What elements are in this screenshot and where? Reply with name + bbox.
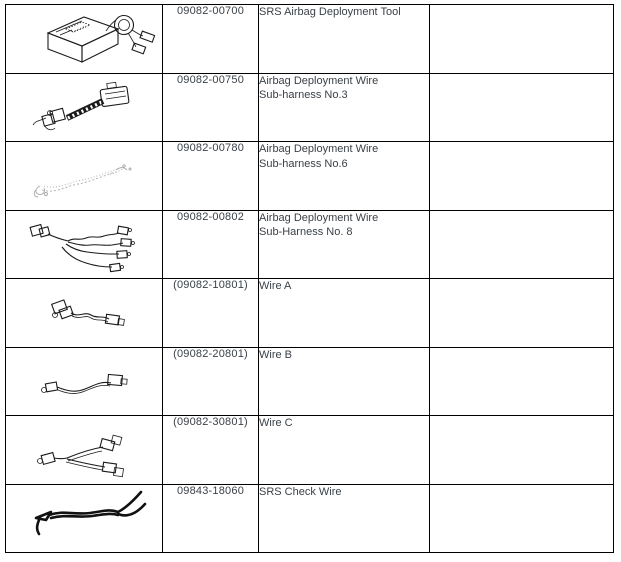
part-number: 09082-00780 — [163, 142, 259, 211]
table-row — [6, 416, 614, 485]
part-number: (09082-20801) — [163, 347, 259, 416]
description-line: Sub-harness No.3 — [259, 89, 348, 101]
table-row — [6, 484, 614, 553]
notes-cell — [430, 279, 614, 348]
part-description — [259, 5, 430, 74]
notes-cell — [430, 142, 614, 211]
part-number: (09082-10801) — [163, 279, 259, 348]
airbag-deployment-wire-sub-harness-no6-image — [6, 142, 160, 208]
part-description — [259, 416, 430, 485]
description-line: Airbag Deployment Wire — [259, 74, 379, 87]
srs-airbag-deployment-tool-image — [6, 5, 160, 71]
part-description — [259, 484, 430, 553]
illustration-cell — [6, 5, 163, 74]
illustration-cell — [6, 279, 163, 348]
illustration-cell — [6, 484, 163, 553]
wire-b-image — [6, 348, 160, 414]
part-number: 09082-00700 — [163, 5, 259, 74]
table-row — [6, 279, 614, 348]
table-row — [6, 142, 614, 211]
notes-cell — [430, 5, 614, 74]
description-line: Airbag Deployment Wire — [259, 211, 379, 224]
description-line: Sub-harness No.6 — [259, 157, 348, 170]
part-description — [259, 142, 430, 211]
notes-cell — [430, 484, 614, 553]
part-description — [259, 279, 430, 348]
description-line: Airbag Deployment Wire — [259, 143, 379, 155]
description-line: Wire C — [259, 417, 293, 429]
notes-cell — [430, 347, 614, 416]
part-number: (09082-30801) — [163, 416, 259, 485]
illustration-cell — [6, 73, 163, 142]
illustration-cell — [6, 416, 163, 485]
description-line: Wire B — [259, 348, 292, 361]
part-number: 09082-00802 — [163, 210, 259, 279]
description-line: SRS Check Wire — [259, 485, 342, 498]
table-row — [6, 73, 614, 142]
table-row — [6, 210, 614, 279]
airbag-deployment-wire-sub-harness-no8-image — [6, 211, 160, 277]
description-line: Sub-Harness No. 8 — [259, 226, 353, 238]
srs-check-wire-image — [6, 485, 160, 551]
illustration-cell — [6, 142, 163, 211]
sst-parts-table — [5, 4, 614, 553]
notes-cell — [430, 416, 614, 485]
part-description — [259, 210, 430, 279]
illustration-cell — [6, 347, 163, 416]
wire-c-image — [6, 416, 160, 482]
description-line: SRS Airbag Deployment Tool — [259, 6, 401, 18]
illustration-cell — [6, 210, 163, 279]
notes-cell — [430, 73, 614, 142]
description-line: Wire A — [259, 280, 292, 292]
table-row — [6, 5, 614, 74]
airbag-deployment-wire-sub-harness-no3-image — [6, 74, 160, 140]
part-number: 09843-18060 — [163, 484, 259, 553]
wire-a-image — [6, 279, 160, 345]
notes-cell — [430, 210, 614, 279]
table-row — [6, 347, 614, 416]
part-number: 09082-00750 — [163, 73, 259, 142]
part-description — [259, 347, 430, 416]
part-description — [259, 73, 430, 142]
